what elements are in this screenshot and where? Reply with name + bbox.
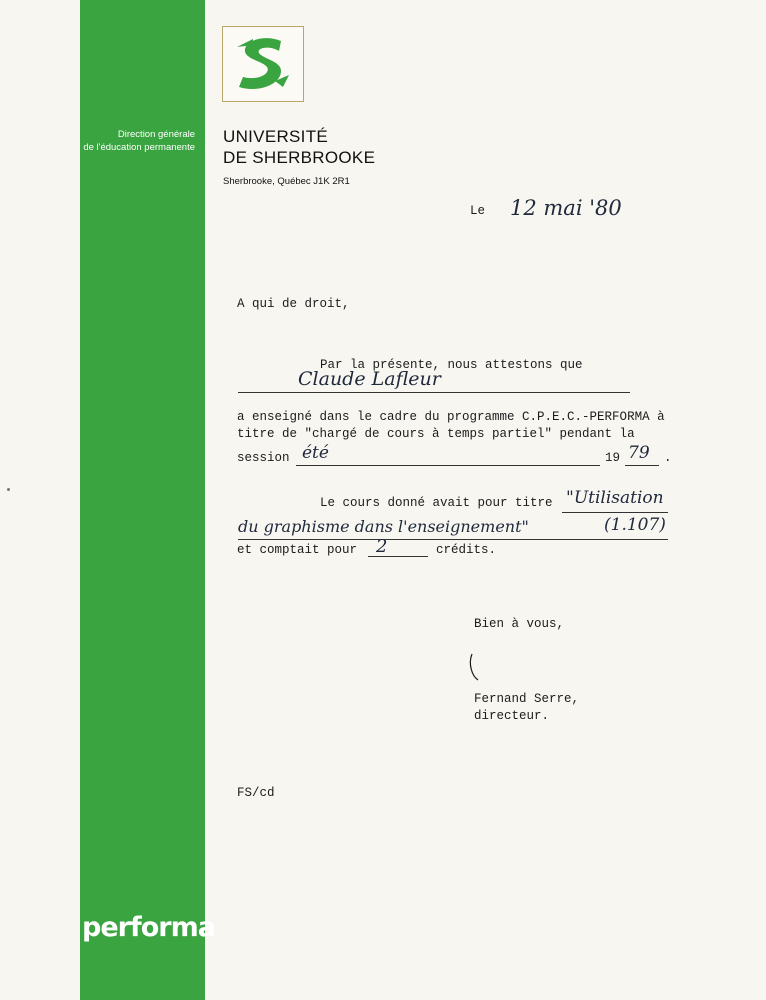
direction-label (83, 128, 195, 154)
green-sidebar-band (80, 0, 215, 1000)
year-prefix: 19 (605, 451, 621, 465)
year-period: . (664, 451, 672, 465)
salutation: A qui de droit, (237, 297, 350, 311)
course-code: (1.107) (604, 515, 666, 535)
credits-prefix: et comptait pour (237, 543, 358, 557)
program-line: a enseigné dans le cadre du programme C.P.E.C.-PERFORMA à (237, 410, 665, 424)
credits-handwritten: 2 (376, 536, 388, 557)
signer-title: directeur. (474, 709, 550, 723)
date-prefix: Le (470, 204, 486, 218)
university-header (223, 126, 375, 187)
course-title-underline-1 (562, 512, 668, 513)
performa-logo: performa (82, 912, 215, 943)
course-intro: Le cours donné avait pour titre (320, 496, 553, 510)
signer-name: Fernand Serre, (474, 692, 580, 706)
name-underline (238, 392, 630, 393)
credits-suffix: crédits. (436, 543, 497, 557)
closing: Bien à vous, (474, 617, 565, 631)
course-title-underline-2 (238, 539, 668, 540)
date-handwritten: 12 mai '80 (510, 196, 622, 220)
course-title-part-2: du graphisme dans l'enseignement" (238, 517, 529, 536)
signature-stroke (466, 650, 616, 684)
session-label: session (237, 451, 290, 465)
university-emblem-logo (222, 26, 304, 102)
university-name-line-1: UNIVERSITÉ (223, 127, 329, 146)
initials: FS/cd (237, 786, 275, 800)
session-underline (296, 465, 600, 466)
name-handwritten: Claude Lafleur (298, 368, 441, 390)
course-title-part-1: "Utilisation (566, 488, 664, 508)
session-handwritten: été (302, 443, 329, 463)
year-underline (625, 465, 659, 466)
punch-mark (7, 488, 10, 491)
university-address: Sherbrooke, Québec J1K 2R1 (223, 176, 350, 187)
title-line: titre de "chargé de cours à temps partiel" pendant la (237, 427, 635, 441)
direction-line-1: Direction générale (117, 129, 195, 140)
intro-text: Par la présente, nous attestons que (320, 358, 583, 372)
direction-line-2: de l'éducation permanente (83, 142, 195, 153)
university-name-line-2: DE SHERBROOKE (223, 148, 376, 167)
year-handwritten: 79 (628, 443, 650, 463)
